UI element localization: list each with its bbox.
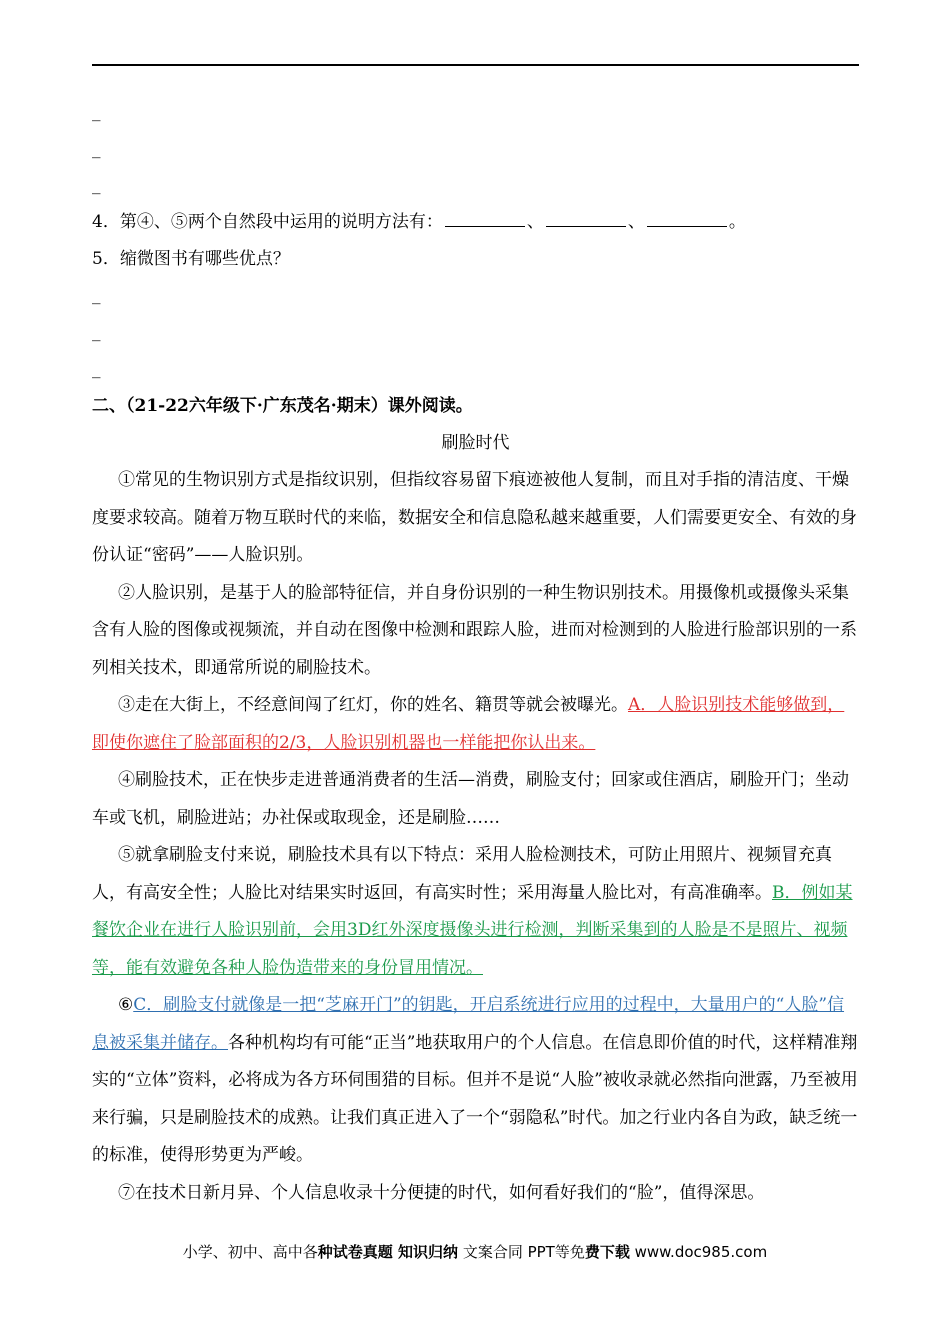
paragraph-5 (92, 837, 859, 987)
question-5: 5．缩微图书有哪些优点？ (92, 248, 290, 269)
paragraph-3 (92, 687, 859, 762)
article-title: 刷脸时代 (441, 433, 510, 454)
paragraph-text: 各种机构均有可能“正当”地获取用户的个人信息。在信息即价值的时代，这样精准翔实的“立体”资料，必将成为各方环伺围猎的目标。但并不是说“人脸”被收录就必然指向泄露，乃至被用来行骗，只是刷脸技术的成熟。让我们真正进入了一个“弱隐私”时代。加之行业内各自为政，缺乏统一的标准，使得形势更为严峻。 (92, 1032, 858, 1166)
answer-line: _ (92, 102, 101, 122)
paragraph-2 (92, 575, 859, 688)
fill-blank[interactable] (647, 206, 727, 227)
paragraph-number: ⑥ (118, 995, 134, 1016)
answer-line: _ (92, 358, 101, 379)
paragraph-1 (92, 462, 859, 575)
footer-text: 知识归纳 (392, 1243, 459, 1261)
annotation-b: B．例如某餐饮企业在进行人脸识别前，会用3D红外深度摄像头进行检测，判断采集到的人脸是不是照片、视频等，能有效避免各种人脸伪造带来的身份冒用情况。 (92, 882, 853, 978)
answer-line: _ (92, 175, 101, 196)
document-body (92, 94, 859, 1212)
paragraph-text: ①常见的生物识别方式是指纹识别，但指纹容易留下痕迹被他人复制，而且对手指的清洁度、干燥度要求较高。随着万物互联时代的来临，数据安全和信息隐私越来越重要，人们需要更安全、有效的身份认证“密码”——人脸识别。 (92, 470, 857, 566)
answer-line: _ (92, 322, 101, 343)
annotation-a: A．人脸识别技术能够做到，即使你遮住了脸部面积的2/3，人脸识别机器也一样能把你认出来。 (92, 695, 845, 753)
header-rule (92, 64, 859, 66)
fill-blank[interactable] (445, 206, 525, 227)
paragraph-4 (92, 762, 859, 837)
footer-text: 文案合同 PPT等免 (458, 1243, 585, 1261)
separator: 、 (627, 212, 645, 233)
question-4-text: 4．第④、⑤两个自然段中运用的说明方法有： (92, 212, 443, 233)
period: 。 (728, 212, 746, 233)
paragraph-6 (92, 987, 859, 1175)
fill-blank[interactable] (546, 206, 626, 227)
answer-line: _ (92, 138, 101, 159)
answer-line: _ (92, 285, 101, 306)
paragraph-text: ④刷脸技术，正在快步走进普通消费者的生活—消费，刷脸支付；回家或住酒店，刷脸开门；坐动车或飞机，刷脸进站；办社保或取现金，还是刷脸…… (92, 770, 849, 828)
separator: 、 (526, 212, 544, 233)
paragraph-7 (92, 1175, 859, 1213)
paragraph-text: ③走在大街上，不经意间闯了红灯，你的姓名、籍贯等就会被曝光。 (118, 695, 628, 716)
footer-text: 种试卷真题 (317, 1243, 393, 1261)
annotation-c: C．刷脸支付就像是一把“芝麻开门”的钥匙，开启系统进行应用的过程中，大量用户的“人脸”信息被采集并储存。 (92, 995, 845, 1053)
paragraph-text: ⑦在技术日新月异、个人信息收录十分便捷的时代，如何看好我们的“脸”，值得深思。 (118, 1182, 765, 1203)
section-heading: 二、（21-22六年级下·广东茂名·期末）课外阅读。 (92, 395, 473, 416)
footer-text: 费下载 (584, 1243, 630, 1261)
question-4 (92, 204, 859, 241)
footer-text: 小学、初中、高中各 (182, 1243, 318, 1261)
footer-link[interactable]: www.doc985.com (629, 1243, 768, 1261)
paragraph-text: ⑤就拿刷脸支付来说，刷脸技术具有以下特点：采用人脸检测技术，可防止用照片、视频冒充真人，有高安全性；人脸比对结果实时返回，有高实时性；采用海量人脸比对，有高准确率。 (92, 845, 832, 903)
paragraph-text: ②人脸识别，是基于人的脸部特征信，并自身份识别的一种生物识别技术。用摄像机或摄像头采集含有人脸的图像或视频流，并自动在图像中检测和跟踪人脸，进而对检测到的人脸进行脸部识别的一系列相关技术，即通常所说的刷脸技术。 (92, 582, 857, 678)
page-footer (0, 1241, 950, 1262)
